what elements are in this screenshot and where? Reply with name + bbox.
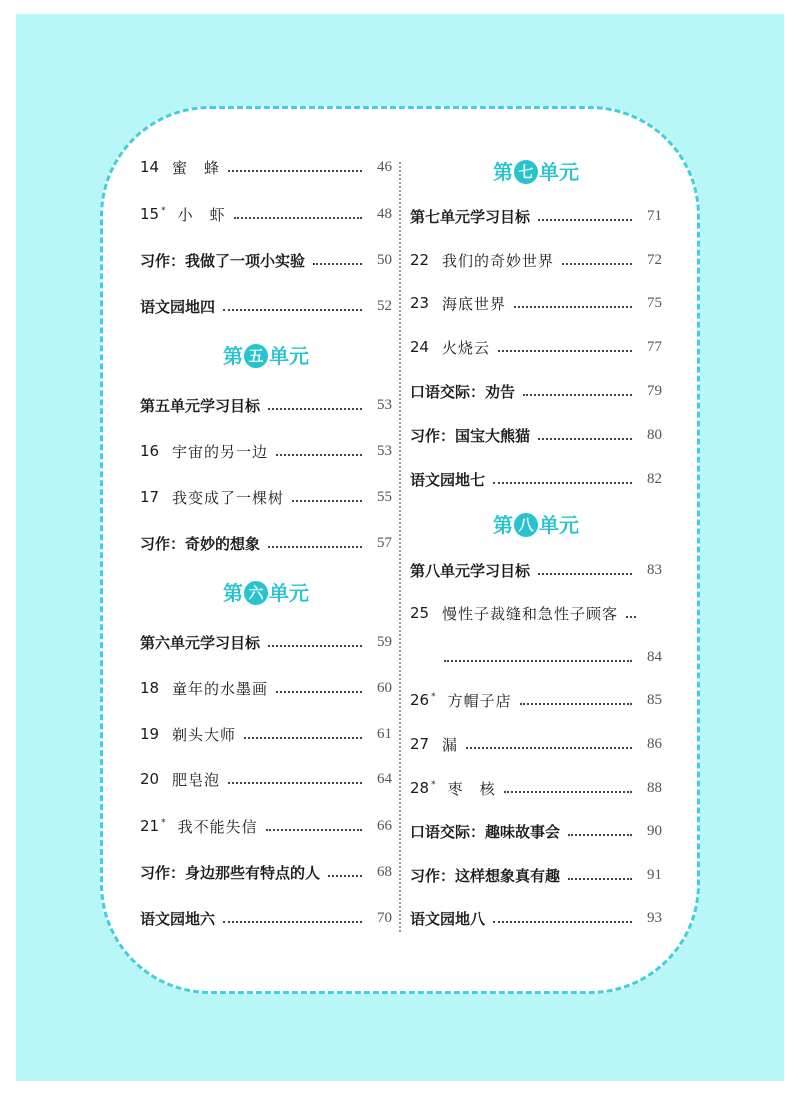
toc-entry[interactable] — [410, 819, 662, 843]
lesson-number: 18 — [140, 679, 160, 697]
toc-entry[interactable] — [410, 688, 662, 712]
entry-title: 漏 — [442, 735, 459, 754]
entry-title: 第五单元学习目标 — [140, 396, 261, 415]
toc-entry[interactable] — [410, 776, 662, 800]
toc-entry[interactable] — [410, 732, 662, 756]
page-number: 85 — [647, 691, 662, 708]
toc-entry[interactable] — [410, 863, 662, 887]
lesson-number: 20 — [140, 770, 160, 788]
page-number: 64 — [377, 770, 392, 787]
toc-entry[interactable] — [410, 204, 662, 228]
toc-entry[interactable] — [140, 630, 392, 654]
page-number: 82 — [647, 470, 662, 487]
toc-entry[interactable] — [140, 531, 392, 555]
lesson-number: 19 — [140, 725, 160, 743]
lesson-number: 25 — [410, 604, 430, 622]
toc-entry[interactable] — [140, 485, 392, 509]
page-number: 86 — [647, 735, 662, 752]
lesson-number: 16 — [140, 442, 160, 460]
dot-leader — [292, 500, 362, 502]
optional-star: * — [431, 780, 436, 790]
dot-leader — [626, 616, 636, 618]
lesson-number: 17 — [140, 488, 160, 506]
page-number: 53 — [377, 442, 392, 459]
page-number: 72 — [647, 251, 662, 268]
unit-heading-5: 第 五 单元 — [223, 344, 309, 368]
page-number: 60 — [377, 679, 392, 696]
page-number: 70 — [377, 909, 392, 926]
unit-heading-7: 第 七 单元 — [493, 160, 579, 184]
optional-star: * — [161, 818, 166, 828]
entry-title: 口语交际：趣味故事会 — [410, 822, 561, 841]
dot-leader — [268, 408, 362, 410]
page-number: 50 — [377, 251, 392, 268]
dot-leader — [223, 921, 362, 923]
page-number: 91 — [647, 866, 662, 883]
entry-title: 小 虾 — [177, 205, 226, 224]
entry-title: 语文园地七 — [410, 470, 486, 489]
toc-entry[interactable] — [140, 202, 392, 226]
entry-title: 语文园地六 — [140, 909, 216, 928]
entry-title: 习作：奇妙的想象 — [140, 534, 261, 553]
page-number: 79 — [647, 382, 662, 399]
toc-entry[interactable] — [140, 393, 392, 417]
toc-entry[interactable] — [410, 379, 662, 403]
page-number: 61 — [377, 725, 392, 742]
dot-leader — [328, 875, 362, 877]
toc-entry[interactable] — [410, 291, 662, 315]
entry-title: 宇宙的另一边 — [172, 442, 269, 461]
dot-leader — [504, 791, 632, 793]
entry-title: 蜜 蜂 — [172, 158, 221, 177]
page-number: 48 — [377, 205, 392, 222]
page-number: 77 — [647, 338, 662, 355]
toc-entry[interactable] — [410, 601, 662, 625]
toc-entry[interactable] — [140, 439, 392, 463]
lesson-number: 23 — [410, 294, 430, 312]
dot-leader — [493, 482, 632, 484]
entry-title: 习作：身边那些有特点的人 — [140, 863, 321, 882]
lesson-number: 28 * — [410, 779, 436, 797]
toc-entry[interactable] — [410, 645, 662, 669]
optional-star: * — [431, 692, 436, 702]
toc-entry[interactable] — [410, 467, 662, 491]
toc-entry[interactable] — [410, 335, 662, 359]
unit-number-circle: 七 — [514, 160, 538, 184]
page-number: 59 — [377, 633, 392, 650]
optional-star: * — [161, 206, 166, 216]
page-number: 93 — [647, 909, 662, 926]
dot-leader — [276, 691, 362, 693]
dot-leader — [313, 263, 362, 265]
toc-entry[interactable] — [140, 906, 392, 930]
toc-entry[interactable] — [140, 814, 392, 838]
dot-leader — [538, 573, 632, 575]
entry-title: 肥皂泡 — [172, 770, 221, 789]
dot-leader — [538, 219, 632, 221]
toc-entry[interactable] — [140, 676, 392, 700]
toc-entry[interactable] — [140, 767, 392, 791]
entry-title: 剃头大师 — [172, 725, 237, 744]
lesson-number: 21 * — [140, 817, 166, 835]
page-number: 88 — [647, 779, 662, 796]
dot-leader — [568, 834, 632, 836]
entry-title: 习作：国宝大熊猫 — [410, 426, 531, 445]
lesson-number: 22 — [410, 251, 430, 269]
entry-title: 语文园地八 — [410, 909, 486, 928]
page-number: 46 — [377, 158, 392, 175]
dot-leader — [562, 263, 632, 265]
page-number: 71 — [647, 207, 662, 224]
entry-title: 童年的水墨画 — [172, 679, 269, 698]
toc-entry[interactable] — [410, 423, 662, 447]
dot-leader — [520, 703, 632, 705]
dot-leader — [444, 660, 632, 662]
entry-title: 我变成了一棵树 — [172, 488, 285, 507]
toc-entry[interactable] — [410, 558, 662, 582]
dot-leader — [228, 170, 362, 172]
unit-heading-6: 第 六 单元 — [223, 581, 309, 605]
entry-title: 方帽子店 — [447, 691, 512, 710]
page-number: 55 — [377, 488, 392, 505]
dot-leader — [268, 645, 362, 647]
unit-number-circle: 八 — [514, 513, 538, 537]
entry-title: 第六单元学习目标 — [140, 633, 261, 652]
toc-entry[interactable] — [410, 248, 662, 272]
entry-title: 枣 核 — [447, 779, 496, 798]
page-number: 75 — [647, 294, 662, 311]
entry-title: 语文园地四 — [140, 297, 216, 316]
entry-title: 我不能失信 — [177, 817, 258, 836]
toc-entry[interactable] — [140, 722, 392, 746]
unit-heading-8: 第 八 单元 — [493, 513, 579, 537]
dot-leader — [466, 747, 632, 749]
toc-entry[interactable] — [140, 294, 392, 318]
toc-entry[interactable] — [140, 860, 392, 884]
toc-entry[interactable] — [410, 906, 662, 930]
dot-leader — [228, 782, 362, 784]
dot-leader — [223, 309, 362, 311]
lesson-number: 15 * — [140, 205, 166, 223]
lesson-number: 27 — [410, 735, 430, 753]
entry-title: 慢性子裁缝和急性子顾客 — [442, 604, 619, 623]
entry-title: 习作：我做了一项小实验 — [140, 251, 306, 270]
entry-title: 第八单元学习目标 — [410, 561, 531, 580]
page-number: 68 — [377, 863, 392, 880]
dot-leader — [568, 878, 632, 880]
unit-number-circle: 五 — [244, 344, 268, 368]
page-number: 84 — [647, 648, 662, 665]
dot-leader — [234, 217, 362, 219]
toc-entry[interactable] — [140, 248, 392, 272]
page-number: 80 — [647, 426, 662, 443]
dot-leader — [493, 921, 632, 923]
dot-leader — [538, 438, 632, 440]
dot-leader — [498, 350, 632, 352]
dot-leader — [266, 829, 362, 831]
page-number: 90 — [647, 822, 662, 839]
toc-entry[interactable] — [140, 155, 392, 179]
dot-leader — [268, 546, 362, 548]
unit-number-circle: 六 — [244, 581, 268, 605]
dot-leader — [244, 737, 362, 739]
lesson-number: 24 — [410, 338, 430, 356]
lesson-number: 14 — [140, 158, 160, 176]
left-column — [140, 0, 392, 1103]
page-number: 53 — [377, 396, 392, 413]
column-divider — [399, 162, 401, 932]
entry-title: 我们的奇妙世界 — [442, 251, 555, 270]
dot-leader — [276, 454, 362, 456]
entry-title: 习作：这样想象真有趣 — [410, 866, 561, 885]
right-column — [410, 0, 662, 1103]
entry-title: 第七单元学习目标 — [410, 207, 531, 226]
page-number: 52 — [377, 297, 392, 314]
page-number: 66 — [377, 817, 392, 834]
entry-title: 海底世界 — [442, 294, 507, 313]
dot-leader — [523, 394, 632, 396]
page-number: 83 — [647, 561, 662, 578]
lesson-number: 26 * — [410, 691, 436, 709]
entry-title: 口语交际：劝告 — [410, 382, 516, 401]
entry-title: 火烧云 — [442, 338, 491, 357]
page-number: 57 — [377, 534, 392, 551]
dot-leader — [514, 306, 632, 308]
